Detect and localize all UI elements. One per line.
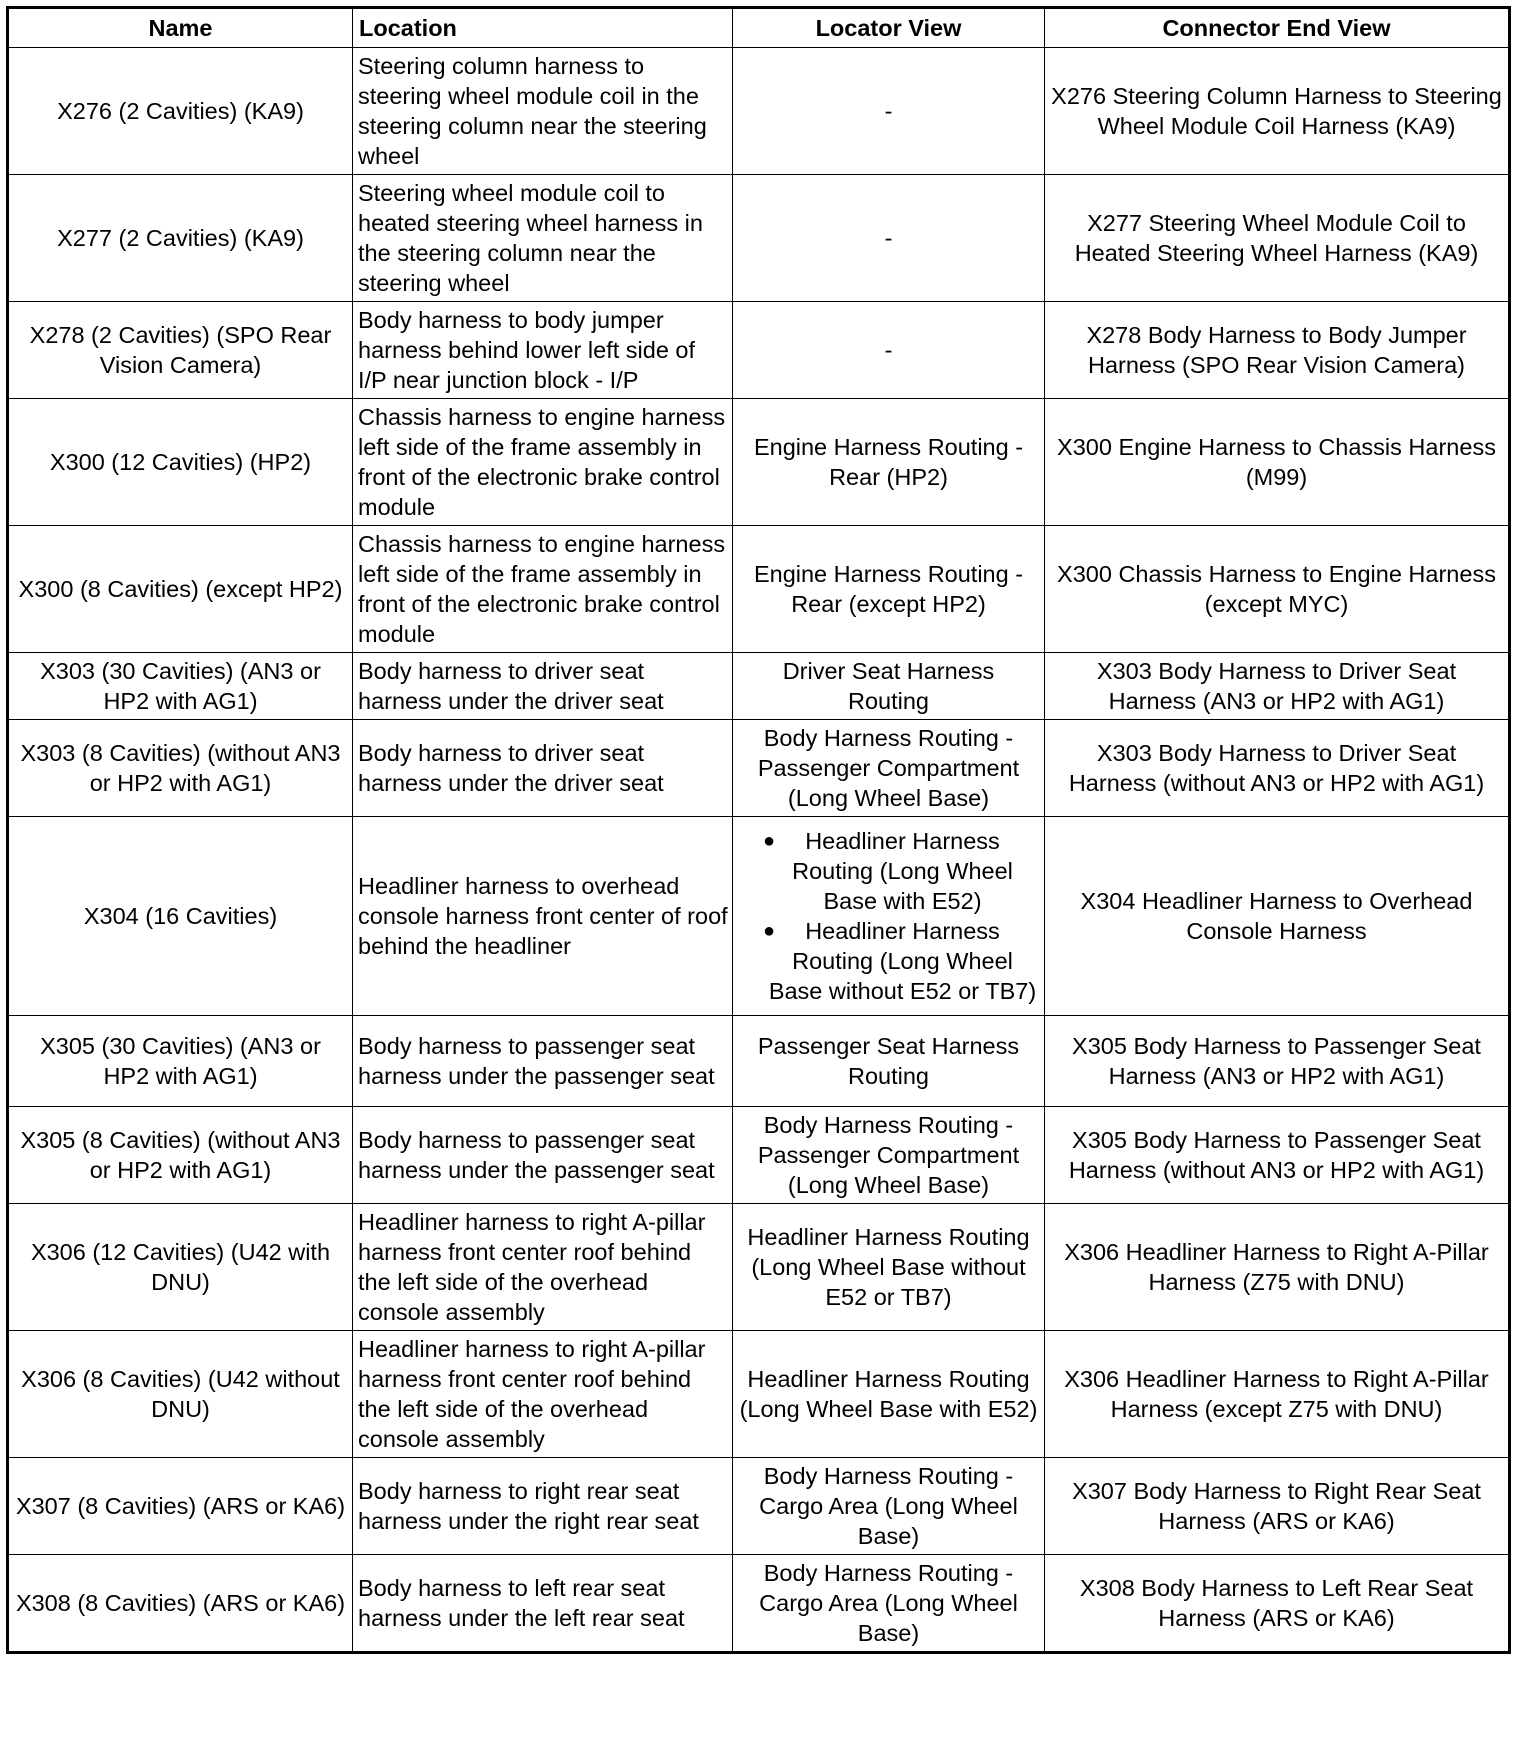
table-header-row [8,8,1510,48]
cell-name: X306 (12 Cavities) (U42 with DNU) [8,1204,353,1331]
cell-locator-view [733,817,1045,1016]
cell-connector-end-view: X300 Engine Harness to Chassis Harness (M99) [1045,399,1510,526]
table-row [8,720,1510,817]
cell-name: X300 (8 Cavities) (except HP2) [8,526,353,653]
cell-connector-end-view: X307 Body Harness to Right Rear Seat Harness (ARS or KA6) [1045,1458,1510,1555]
table-row [8,399,1510,526]
locator-view-list-item: ● Headliner Harness Routing (Long Wheel Base with E52) [767,826,1038,916]
table-row [8,302,1510,399]
cell-name: X300 (12 Cavities) (HP2) [8,399,353,526]
cell-location: Body harness to passenger seat harness under the passenger seat [353,1107,733,1204]
cell-location: Chassis harness to engine harness left side of the frame assembly in front of the electronic brake control module [353,399,733,526]
table-row [8,175,1510,302]
cell-location: Body harness to left rear seat harness under the left rear seat [353,1555,733,1653]
cell-locator-view: Body Harness Routing - Passenger Compartment (Long Wheel Base) [733,720,1045,817]
cell-locator-view: Body Harness Routing - Cargo Area (Long Wheel Base) [733,1458,1045,1555]
locator-view-list-item: ● Headliner Harness Routing (Long Wheel Base without E52 or TB7) [767,916,1038,1006]
cell-name: X278 (2 Cavities) (SPO Rear Vision Camera) [8,302,353,399]
cell-location: Body harness to driver seat harness under the driver seat [353,720,733,817]
cell-location: Headliner harness to right A-pillar harness front center roof behind the left side of the overhead console assembly [353,1204,733,1331]
table-row [8,1016,1510,1107]
cell-connector-end-view: X305 Body Harness to Passenger Seat Harness (AN3 or HP2 with AG1) [1045,1016,1510,1107]
cell-name: X305 (8 Cavities) (without AN3 or HP2 with AG1) [8,1107,353,1204]
cell-locator-view: Headliner Harness Routing (Long Wheel Base without E52 or TB7) [733,1204,1045,1331]
table-row [8,1331,1510,1458]
cell-connector-end-view: X306 Headliner Harness to Right A-Pillar Harness (Z75 with DNU) [1045,1204,1510,1331]
cell-location: Steering wheel module coil to heated steering wheel harness in the steering column near the steering wheel [353,175,733,302]
cell-name: X304 (16 Cavities) [8,817,353,1016]
cell-locator-view: Headliner Harness Routing (Long Wheel Base with E52) [733,1331,1045,1458]
cell-locator-view: - [733,175,1045,302]
cell-connector-end-view: X304 Headliner Harness to Overhead Console Harness [1045,817,1510,1016]
table-row [8,817,1510,1016]
cell-connector-end-view: X306 Headliner Harness to Right A-Pillar Harness (except Z75 with DNU) [1045,1331,1510,1458]
header-location: Location [353,8,733,48]
header-name: Name [8,8,353,48]
cell-locator-view: Engine Harness Routing - Rear (except HP2) [733,526,1045,653]
connector-table-container [6,6,1508,1654]
table-row [8,653,1510,720]
cell-name: X307 (8 Cavities) (ARS or KA6) [8,1458,353,1555]
cell-location: Body harness to passenger seat harness under the passenger seat [353,1016,733,1107]
cell-name: X277 (2 Cavities) (KA9) [8,175,353,302]
cell-name: X306 (8 Cavities) (U42 without DNU) [8,1331,353,1458]
cell-locator-view: Passenger Seat Harness Routing [733,1016,1045,1107]
locator-view-list [739,826,1038,1006]
cell-locator-view: Engine Harness Routing - Rear (HP2) [733,399,1045,526]
cell-connector-end-view: X276 Steering Column Harness to Steering Wheel Module Coil Harness (KA9) [1045,48,1510,175]
header-locator-view: Locator View [733,8,1045,48]
cell-connector-end-view: X308 Body Harness to Left Rear Seat Harness (ARS or KA6) [1045,1555,1510,1653]
cell-locator-view: Body Harness Routing - Cargo Area (Long Wheel Base) [733,1555,1045,1653]
cell-location: Body harness to body jumper harness behind lower left side of I/P near junction block - I/P [353,302,733,399]
table-row [8,48,1510,175]
cell-locator-view: - [733,302,1045,399]
cell-connector-end-view: X303 Body Harness to Driver Seat Harness (without AN3 or HP2 with AG1) [1045,720,1510,817]
cell-location: Steering column harness to steering wheel module coil in the steering column near the steering wheel [353,48,733,175]
cell-connector-end-view: X278 Body Harness to Body Jumper Harness (SPO Rear Vision Camera) [1045,302,1510,399]
cell-location: Body harness to right rear seat harness under the right rear seat [353,1458,733,1555]
table-row [8,1107,1510,1204]
table-row [8,1204,1510,1331]
cell-name: X276 (2 Cavities) (KA9) [8,48,353,175]
header-connector-end-view: Connector End View [1045,8,1510,48]
cell-connector-end-view: X303 Body Harness to Driver Seat Harness (AN3 or HP2 with AG1) [1045,653,1510,720]
cell-name: X308 (8 Cavities) (ARS or KA6) [8,1555,353,1653]
cell-connector-end-view: X277 Steering Wheel Module Coil to Heated Steering Wheel Harness (KA9) [1045,175,1510,302]
table-row [8,1555,1510,1653]
table-row [8,526,1510,653]
cell-location: Body harness to driver seat harness under the driver seat [353,653,733,720]
cell-location: Chassis harness to engine harness left side of the frame assembly in front of the electronic brake control module [353,526,733,653]
table-body [8,48,1510,1653]
cell-locator-view: Body Harness Routing - Passenger Compartment (Long Wheel Base) [733,1107,1045,1204]
table-row [8,1458,1510,1555]
cell-locator-view: Driver Seat Harness Routing [733,653,1045,720]
cell-name: X303 (30 Cavities) (AN3 or HP2 with AG1) [8,653,353,720]
cell-name: X305 (30 Cavities) (AN3 or HP2 with AG1) [8,1016,353,1107]
cell-connector-end-view: X300 Chassis Harness to Engine Harness (except MYC) [1045,526,1510,653]
cell-connector-end-view: X305 Body Harness to Passenger Seat Harness (without AN3 or HP2 with AG1) [1045,1107,1510,1204]
cell-location: Headliner harness to right A-pillar harness front center roof behind the left side of the overhead console assembly [353,1331,733,1458]
connector-table [6,6,1511,1654]
cell-location: Headliner harness to overhead console harness front center of roof behind the headliner [353,817,733,1016]
cell-name: X303 (8 Cavities) (without AN3 or HP2 with AG1) [8,720,353,817]
cell-locator-view: - [733,48,1045,175]
